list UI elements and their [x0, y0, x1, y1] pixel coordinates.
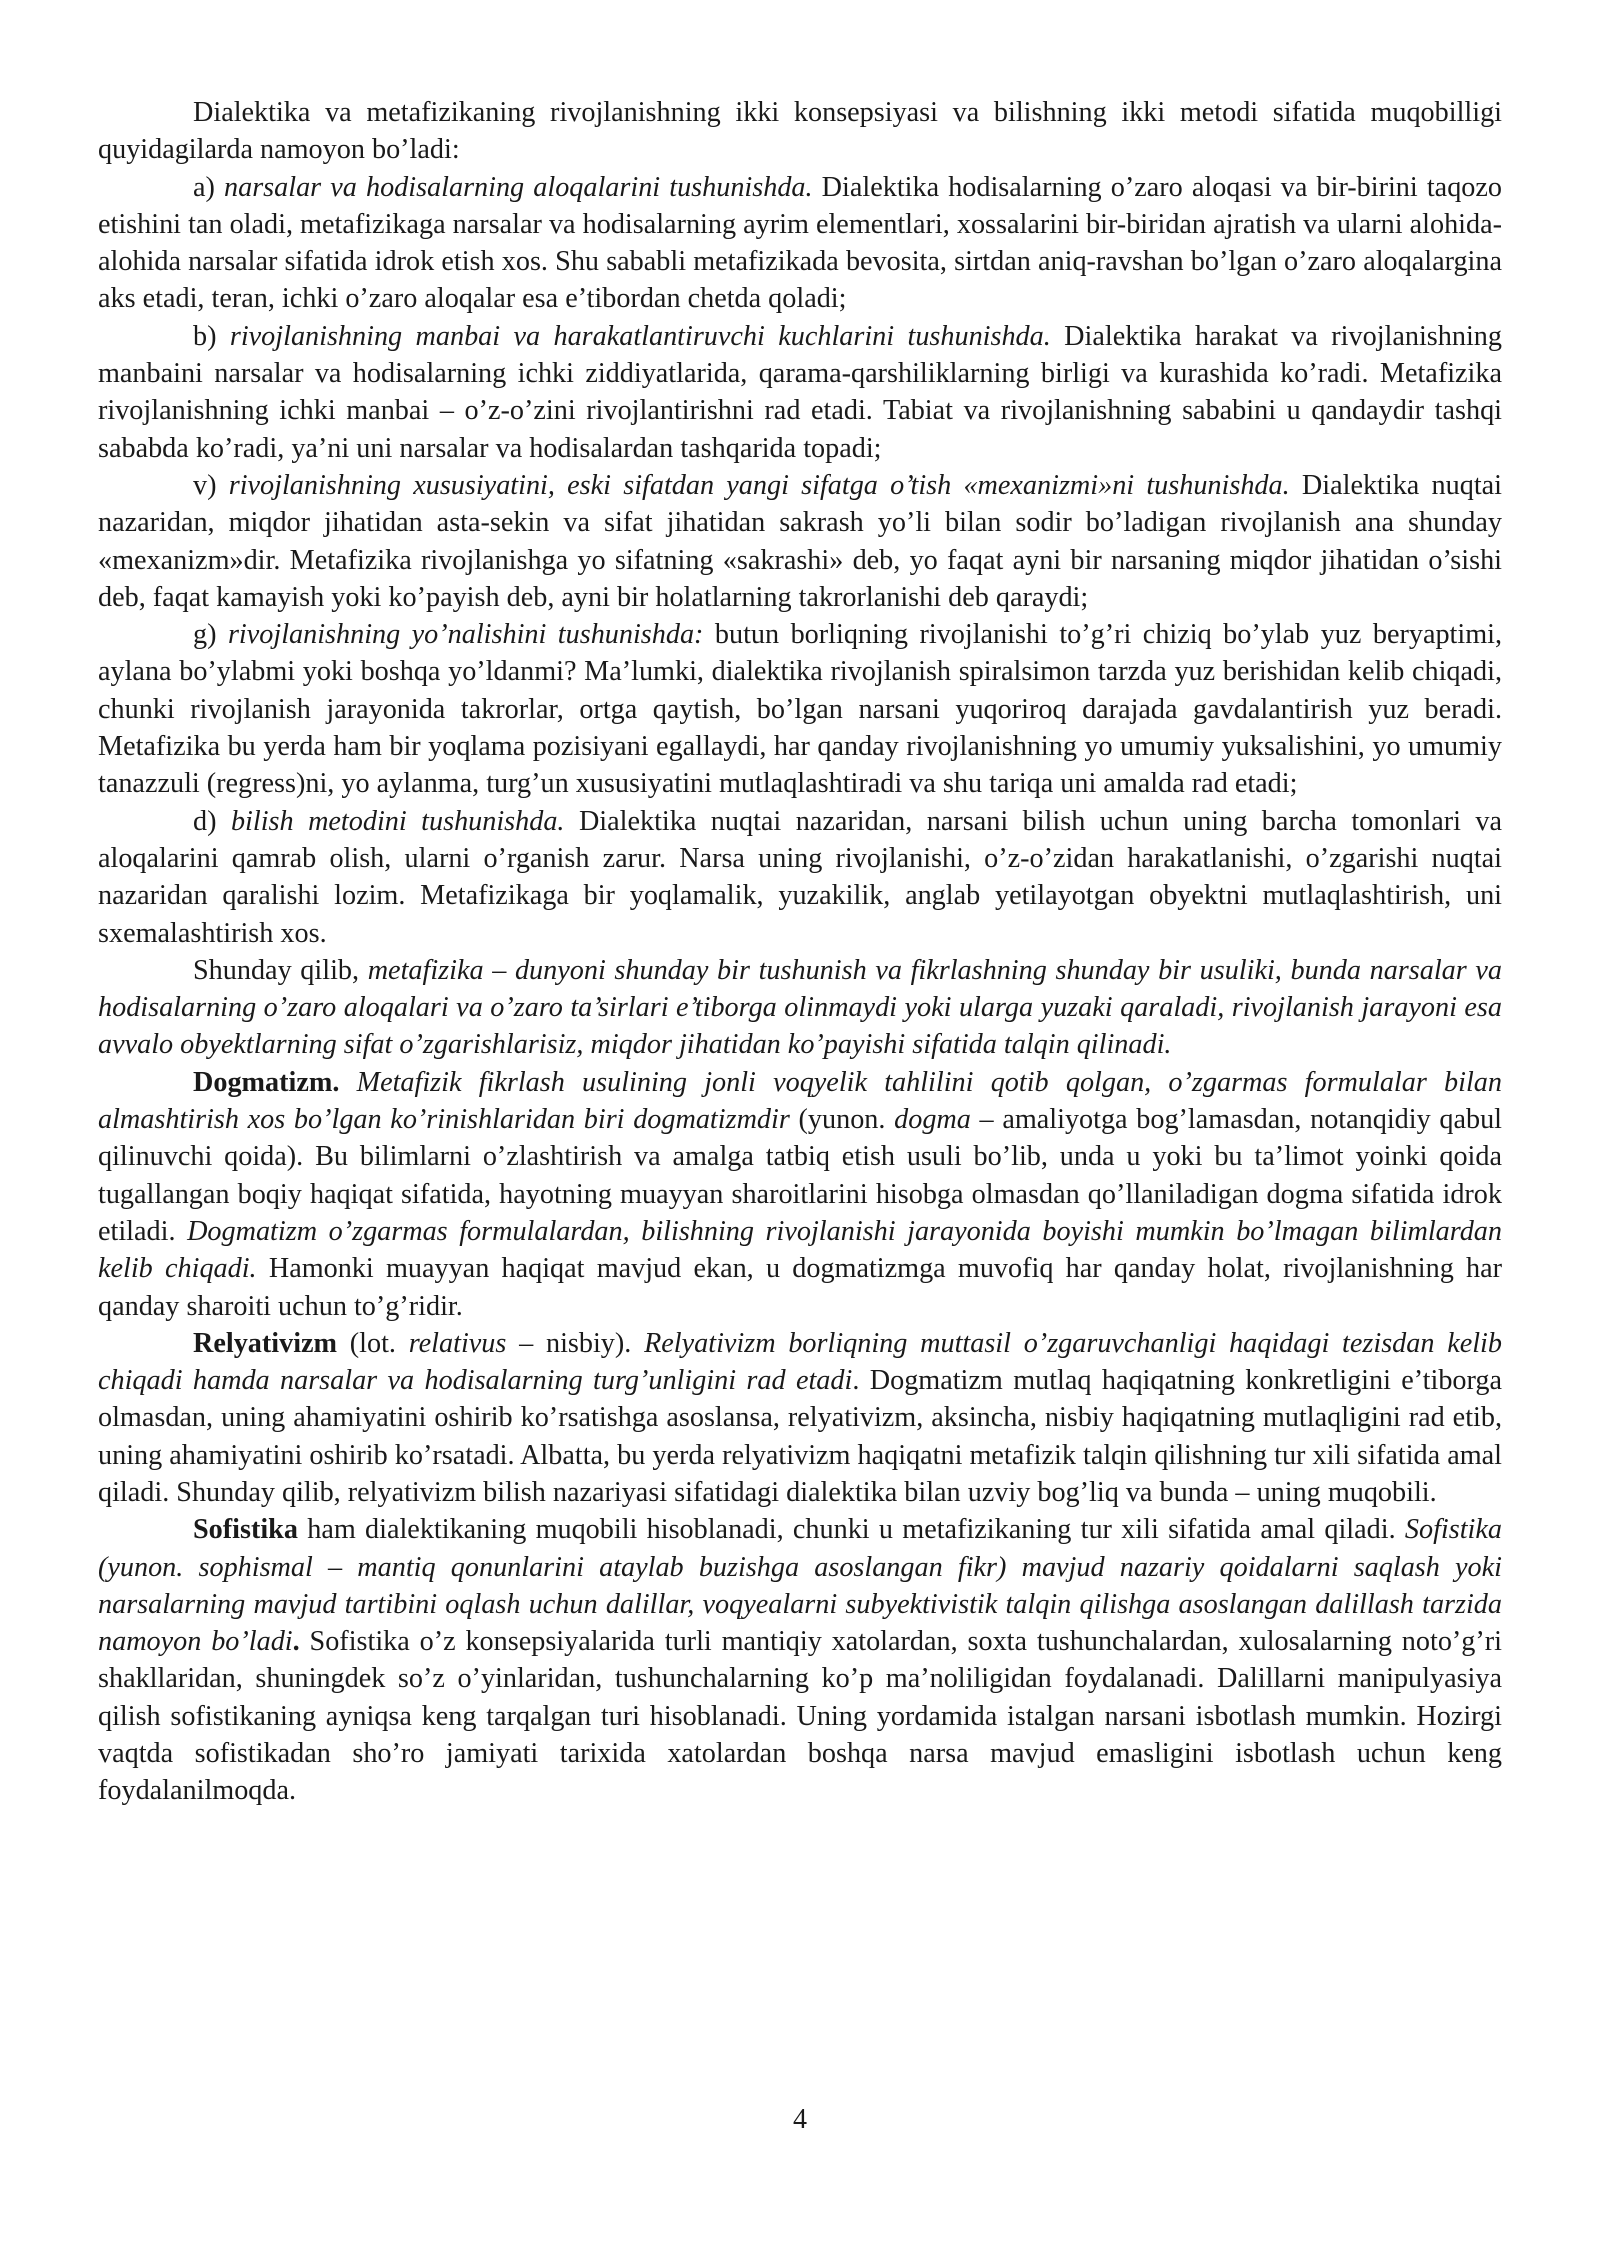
body-text: b) — [193, 320, 230, 352]
body-text: Dialektika harakat va rivojlanishning manbaini narsalar va hodisalarning ichki ziddiyatlarida, qarama-qarshiliklarning birligi va kurashida ko’radi. Metafizika rivojlanishning ichki manbai – o’z-o’zini rivojlantirishni rad etadi. Tabiat va rivojlanishning sababini u qandaydir tashqi sababda ko’radi, ya’ni uni narsalar va hodisalardan tashqarida topadi; — [98, 320, 1502, 464]
paragraph-dogmatizm — [98, 1064, 1502, 1325]
body-text: Dialektika hodisalarning o’zaro aloqasi va bir-birini taqozo etishini tan oladi, metafizikaga narsalar va hodisalarning ayrim elementlari, xossalarini bir-biridan ajratish va ularni alohida-alohida narsalar sifatida idrok etish xos. Shu sababli metafizikada bevosita, sirtdan aniq-ravshan bo’lgan o’zaro aloqalargina aks etadi, teran, ichki o’zaro aloqalar esa e’tibordan chetda qoladi; — [98, 171, 1502, 315]
body-text: (yunon. — [789, 1104, 895, 1136]
page-body — [98, 94, 1502, 1810]
body-text: – nisbiy). — [506, 1327, 645, 1359]
italic-text: Sofistika (yunon. sophismal – mantiq qonunlarini ataylab buzishga asoslangan fikr) mavjud nazariy qoidalarni saqlash yoki narsalarning mavjud tartibini oqlash uchun dalillar, voqyealarni subyektivistik talqin qilishga asoslangan dalillash tarzida namoyon bo’ladi — [98, 1514, 1502, 1658]
italic-text: Metafizik fikrlash usulining jonli voqyelik tahlilini qotib qolgan, o’zgarmas formulalar bilan almashtirish xos bo’lgan ko’rinishlaridan biri dogmatizmdir — [98, 1066, 1502, 1136]
body-text: . Dogmatizm mutlaq haqiqatning konkretligini e’tiborga olmasdan, uning ahamiyatini oshirib ko’rsatishga asoslansa, relyativizm, aksincha, nisbiy haqiqatning mutlaqligini rad etib, uning ahamiyatini oshirib ko’rsatadi. Albatta, bu yerda relyativizm haqiqatni metafizik talqin qilishning tur xili sifatida amal qiladi. Shunday qilib, relyativizm bilish nazariyasi sifatidagi dialektika bilan uzviy bog’liq va bunda – uning muqobili. — [98, 1365, 1503, 1508]
italic-text: narsalar va hodisalarning aloqalarini tushunishda. — [224, 171, 813, 203]
paragraph-item-d — [98, 803, 1502, 952]
body-text: Dialektika nuqtai nazaridan, narsani bilish uchun uning barcha tomonlari va aloqalarini qamrab olish, ularni o’rganish zarur. Narsa uning rivojlanishi, o’z-o’zidan harakatlanishi, o’zgarishi nuqtai nazaridan qaralishi lozim. Metafizikaga bir yoqlamalik, yuzakilik, anglab yetilayotgan obyektni mutlaqlashtirish, uni sxemalashtirish xos. — [98, 805, 1502, 949]
italic-text: Relyativizm borliqning muttasil o’zgaruvchanligi haqidagi tezisdan kelib chiqadi hamda narsalar va hodisalarning turg’unligini rad etadi — [98, 1327, 1502, 1397]
body-text: Hamonki muayyan haqiqat mavjud ekan, u dogmatizmga muvofiq har qanday holat, rivojlanishning har qanday sharoiti uchun to’g’ridir. — [98, 1253, 1503, 1322]
paragraph-item-v — [98, 467, 1502, 616]
body-text: Dialektika va metafizikaning rivojlanishning ikki konsepsiyasi va bilishning ikki metodi sifatida muqobilligi quyidagilarda namoyon bo’ladi: — [98, 97, 1502, 166]
body-text: ham dialektikaning muqobili hisoblanadi, chunki u metafizikaning tur xili sifatida amal qiladi. — [297, 1514, 1405, 1546]
body-text: Shunday qilib, — [193, 954, 368, 986]
italic-text: dogma — [894, 1104, 971, 1136]
italic-text: bilish metodini tushunishda. — [230, 805, 565, 837]
paragraph-conclusion — [98, 952, 1502, 1064]
paragraph-sofistika — [98, 1511, 1502, 1809]
body-text: a) — [193, 171, 225, 203]
paragraph-intro — [98, 94, 1502, 169]
italic-text: rivojlanishning xususiyatini, eski sifatdan yangi sifatga o’tish «mexanizmi»ni tushunishda. — [228, 469, 1290, 501]
body-text: g) — [193, 619, 228, 651]
body-text: v) — [193, 469, 229, 501]
body-text: Dialektika nuqtai nazaridan, miqdor jihatidan asta-sekin va sifat jihatidan sakrash yo’li bilan sodir bo’ladigan rivojlanish ana shunday «mexanizm»dir. Metafizika rivojlanishga yo sifatning «sakrashi» deb, yo faqat ayni bir narsaning miqdor jihatidan o’sishi deb, faqat kamayish yoki ko’payish deb, ayni bir holatlarning takrorlanishi deb qaraydi; — [98, 469, 1503, 613]
body-text: butun borliqning rivojlanishi to’g’ri chiziq bo’ylab yuz beryaptimi, aylana bo’ylabmi yoki boshqa yo’ldanmi? Ma’lumki, dialektika rivojlanish spiralsimon tarzda yuz berishidan kelib chiqadi, chunki rivojlanish jarayonida takrorlar, ortga qaytish, bo’lgan narsani yuqoriroq darajada gavdalantirish yuz beradi. Metafizika bu yerda ham bir yoqlama pozisiyani egallaydi, har qanday rivojlanishning yo umumiy yuksalishini, yo umumiy tanazzuli (regress)ni, yo aylanma, turg’un xususiyatini mutlaqlashtiradi va shu tariqa uni amalda rad etadi; — [98, 619, 1503, 800]
body-text: – amaliyotga bog’lamasdan, notanqidiy qabul qilinuvchi qoida). Bu bilimlarni o’zlashtirish va amalga tatbiq etish usuli bo’lib, unda u yoki bu ta’limot yoinki qoida tugallangan boqiy haqiqat sifatida, hayotning muayyan sharoitlarini hisobga olmasdan qo’llaniladigan dogma sifatida idrok etiladi. — [98, 1104, 1503, 1247]
italic-text: rivojlanishning yo’nalishini tushunishda: — [227, 619, 704, 651]
paragraph-relyativizm — [98, 1325, 1502, 1511]
bold-term: Dogmatizm. — [193, 1066, 340, 1098]
italic-text: metafizika – dunyoni shunday bir tushunish va fikrlashning shunday bir usuliki, bunda narsalar va hodisalarning o’zaro aloqalari va o’zaro ta’sirlari e’tiborga olinmaydi yoki ularga yuzaki qaraladi, rivojlanish jarayoni esa avvalo obyektlarning sifat o’zgarishlarisiz, miqdor jihatidan ko’payishi sifatida talqin qilinadi. — [98, 954, 1502, 1061]
italic-text: rivojlanishning manbai va harakatlantiruvchi kuchlarini tushunishda. — [229, 320, 1051, 352]
body-text: d) — [193, 805, 231, 837]
italic-text: relativus — [408, 1327, 507, 1359]
page-number: 4 — [793, 2104, 807, 2135]
paragraph-item-a — [98, 169, 1502, 318]
italic-text: Dogmatizm o’zgarmas formulalardan, bilishning rivojlanishi jarayonida boyishi mumkin bo’lmagan bilimlardan kelib chiqadi. — [98, 1215, 1502, 1285]
bold-term: Sofistika — [193, 1514, 298, 1546]
paragraph-item-g — [98, 616, 1502, 802]
bold-term: Relyativizm — [193, 1327, 338, 1359]
body-text: (lot. — [337, 1327, 409, 1359]
bold-term: . — [292, 1626, 300, 1658]
paragraph-item-b — [98, 318, 1502, 467]
body-text: Sofistika o’z konsepsiyalarida turli mantiqiy xatolardan, soxta tushunchalardan, xulosalarning noto’g’ri shakllaridan, shuningdek so’z o’yinlaridan, tushunchalarning ko’p ma’noliligidan foydalanadi. Dalillarni manipulyasiya qilish sofistikaning ayniqsa keng tarqalgan turi hisoblanadi. Uning yordamida istalgan narsani isbotlash mumkin. Hozirgi vaqtda sofistikadan sho’ro jamiyati tarixida xatolardan boshqa narsa mavjud emasligini isbotlash uchun keng foydalanilmoqda. — [98, 1626, 1502, 1807]
